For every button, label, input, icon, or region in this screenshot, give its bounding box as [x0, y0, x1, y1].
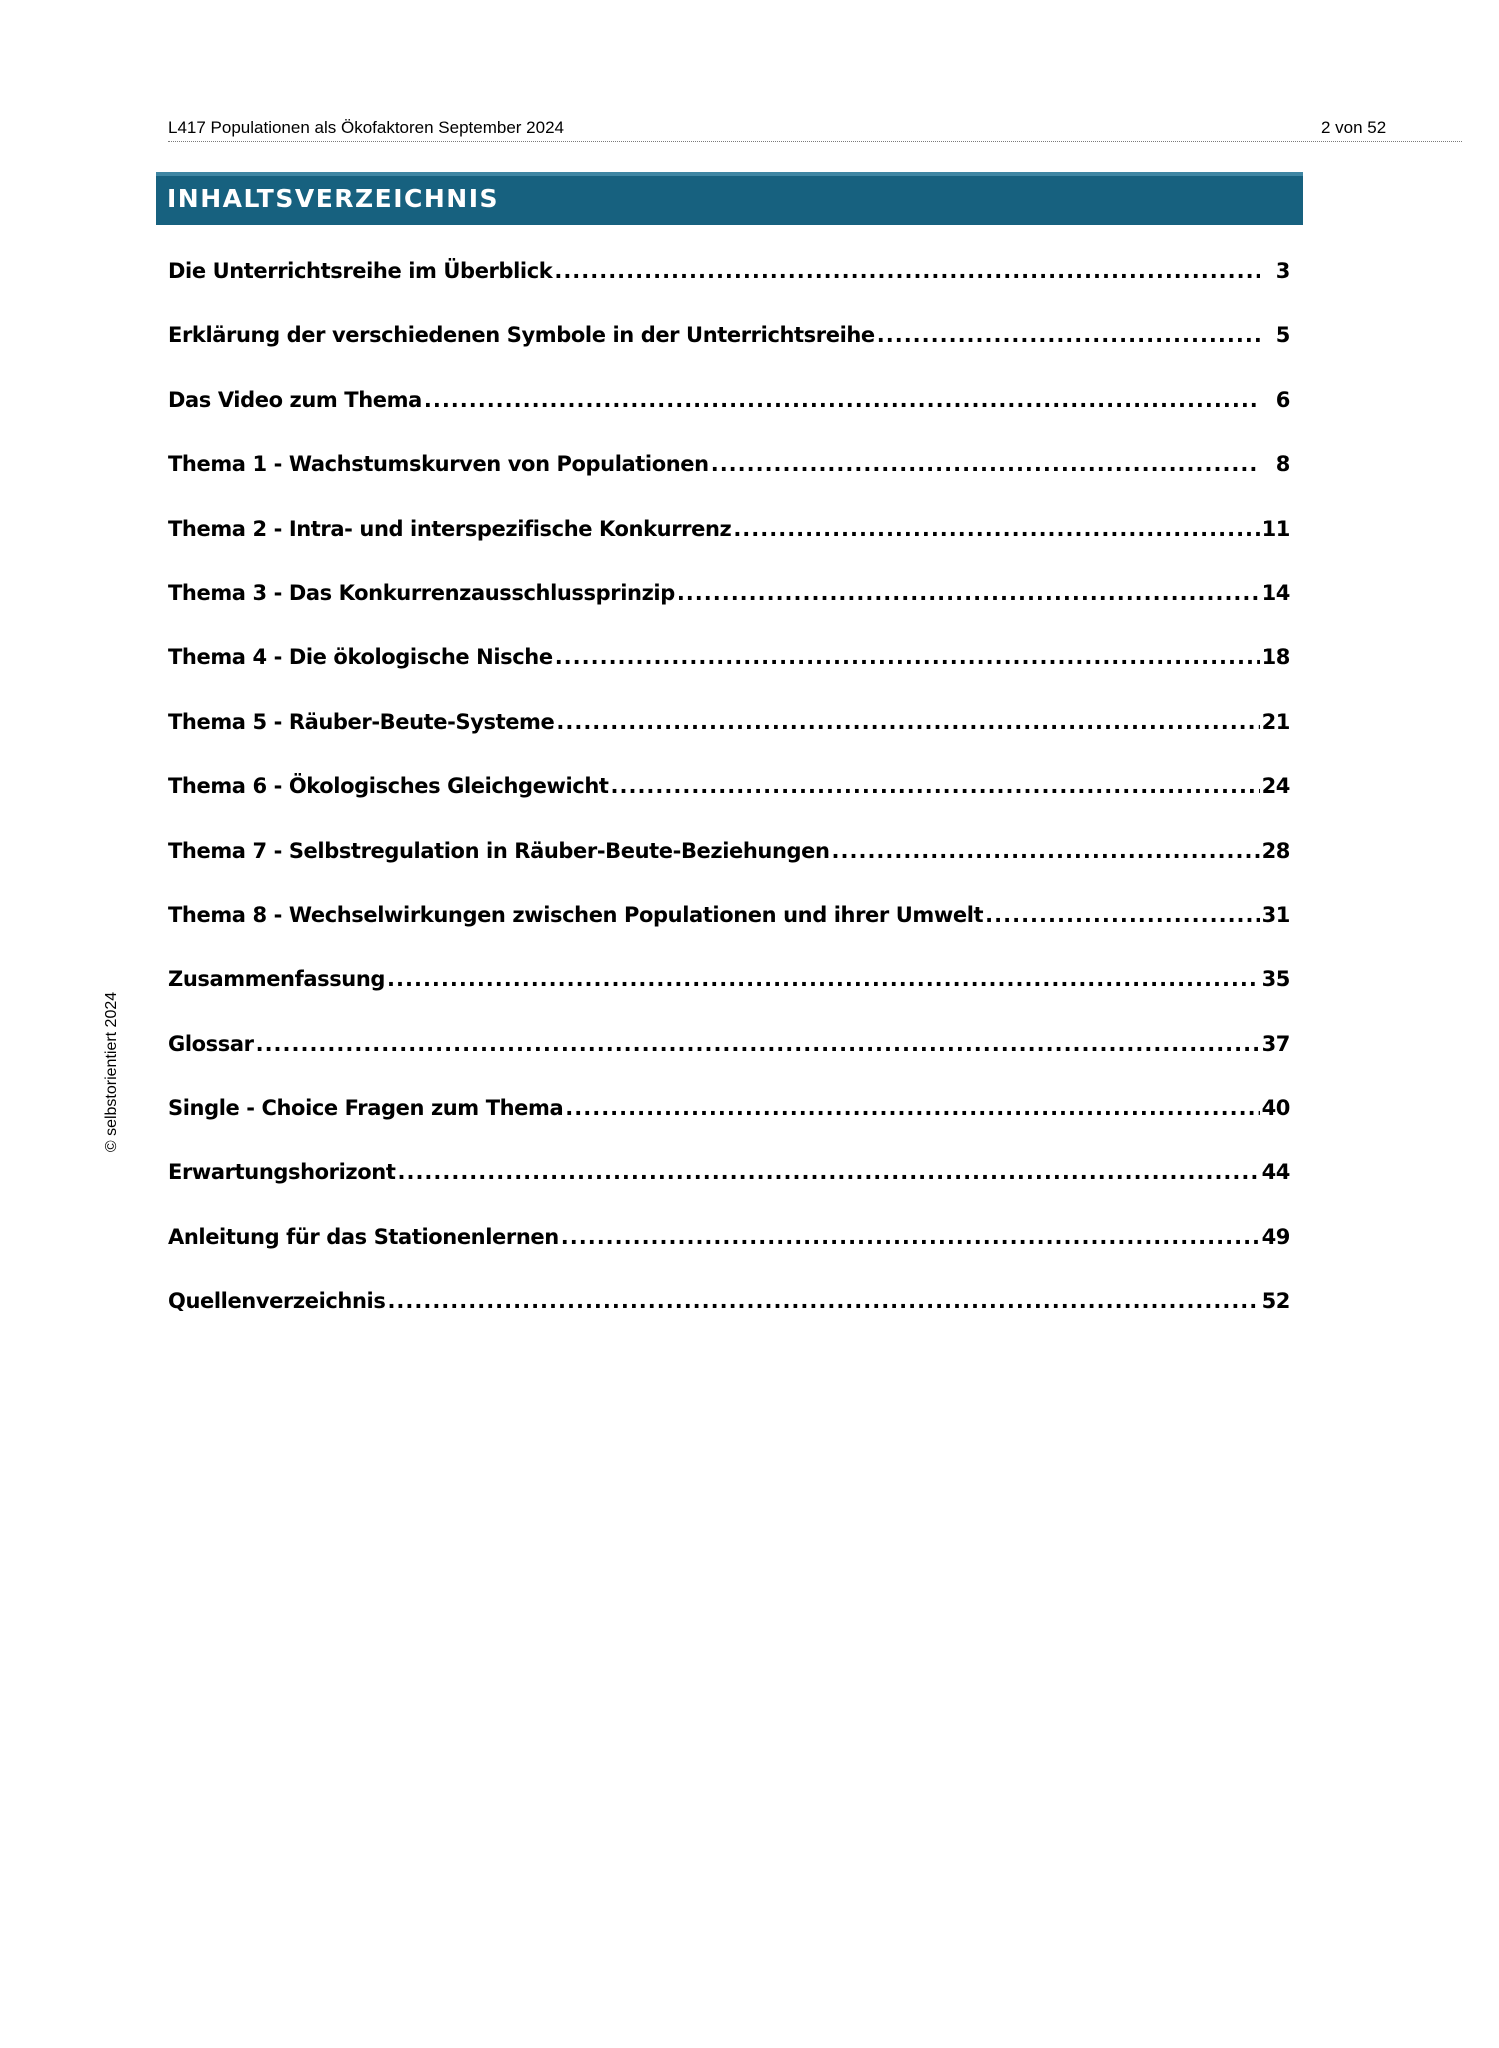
- toc-entry[interactable]: [168, 706, 1290, 770]
- toc-entry-page: 8: [1275, 452, 1290, 477]
- toc-entry-page: 11: [1261, 516, 1290, 541]
- toc-dot-leader: [611, 770, 1260, 802]
- toc-entry[interactable]: [168, 1221, 1290, 1285]
- toc-dot-leader: [677, 577, 1260, 609]
- toc-entry-page: 49: [1261, 1224, 1290, 1249]
- toc-entry-page: 6: [1275, 387, 1290, 412]
- toc-entry[interactable]: [168, 770, 1290, 834]
- toc-dot-leader: [711, 448, 1260, 480]
- toc-entry-title: Thema 3 - Das Konkurrenzausschlussprinzip: [168, 580, 675, 605]
- toc-entry[interactable]: [168, 899, 1290, 963]
- toc-entry-page: 14: [1261, 580, 1290, 605]
- toc-dot-leader: [561, 1221, 1260, 1253]
- toc-dot-leader: [877, 319, 1260, 351]
- toc-entry-title: Erklärung der verschiedenen Symbole in der Unterrichtsreihe: [168, 323, 875, 348]
- toc-dot-leader: [387, 963, 1260, 995]
- toc-heading-bar: [156, 172, 1303, 225]
- header-title: L417 Populationen als Ökofaktoren September 2024: [168, 118, 564, 137]
- copyright-notice: © selbstorientiert 2024: [103, 991, 120, 1153]
- toc-entry-title: Glossar: [168, 1031, 254, 1056]
- toc-entry-title: Anleitung für das Stationenlernen: [168, 1224, 559, 1249]
- toc-entry-title: Thema 1 - Wachstumskurven von Populationen: [168, 452, 709, 477]
- toc-dot-leader: [256, 1028, 1260, 1060]
- toc-entry-title: Quellenverzeichnis: [168, 1289, 386, 1314]
- toc-entry-title: Zusammenfassung: [168, 967, 386, 992]
- toc-entry-page: 44: [1261, 1160, 1290, 1185]
- toc-entry-page: 52: [1261, 1289, 1290, 1314]
- toc-entry-title: Single - Choice Fragen zum Thema: [168, 1096, 564, 1121]
- toc-dot-leader: [424, 384, 1260, 416]
- toc-entry-page: 35: [1261, 967, 1290, 992]
- toc-entry-title: Die Unterrichtsreihe im Überblick: [168, 259, 553, 283]
- toc-entry[interactable]: [168, 255, 1290, 319]
- toc-entry-title: Thema 2 - Intra- und interspezifische Konkurrenz: [168, 516, 732, 541]
- toc-entry-page: 37: [1261, 1031, 1290, 1056]
- toc-entry-page: 5: [1275, 323, 1290, 348]
- toc-entry[interactable]: [168, 835, 1290, 899]
- toc-dot-leader: [565, 1092, 1259, 1124]
- toc-list: [168, 255, 1290, 1350]
- toc-entry-page: 28: [1261, 838, 1290, 863]
- toc-entry[interactable]: [168, 1156, 1290, 1220]
- toc-entry-title: Thema 6 - Ökologisches Gleichgewicht: [168, 774, 609, 799]
- toc-entry[interactable]: [168, 448, 1290, 512]
- toc-dot-leader: [387, 1285, 1259, 1317]
- toc-entry[interactable]: [168, 963, 1290, 1027]
- toc-entry[interactable]: [168, 1028, 1290, 1092]
- toc-entry[interactable]: [168, 577, 1290, 641]
- toc-entry[interactable]: [168, 641, 1290, 705]
- toc-entry[interactable]: [168, 384, 1290, 448]
- toc-dot-leader: [733, 513, 1259, 545]
- toc-entry-page: 18: [1261, 645, 1290, 670]
- toc-entry-title: Thema 4 - Die ökologische Nische: [168, 645, 553, 670]
- toc-entry[interactable]: [168, 513, 1290, 577]
- toc-entry[interactable]: [168, 1285, 1290, 1349]
- toc-dot-leader: [832, 835, 1260, 867]
- toc-heading: INHALTSVERZEICHNIS: [167, 184, 500, 213]
- header-page-number: 2 von 52: [1321, 118, 1387, 137]
- toc-dot-leader: [397, 1156, 1259, 1188]
- toc-entry-title: Thema 8 - Wechselwirkungen zwischen Populationen und ihrer Umwelt: [168, 902, 984, 927]
- toc-entry-page: 3: [1275, 259, 1290, 283]
- toc-entry-page: 31: [1261, 902, 1290, 927]
- toc-entry[interactable]: [168, 1092, 1290, 1156]
- toc-entry-title: Erwartungshorizont: [168, 1160, 396, 1185]
- toc-entry[interactable]: [168, 319, 1290, 383]
- toc-entry-title: Thema 7 - Selbstregulation in Räuber-Beute-Beziehungen: [168, 838, 830, 863]
- toc-entry-title: Thema 5 - Räuber-Beute-Systeme: [168, 709, 555, 734]
- toc-entry-page: 21: [1261, 709, 1290, 734]
- toc-entry-page: 24: [1261, 774, 1290, 799]
- toc-dot-leader: [554, 255, 1260, 287]
- toc-entry-title: Das Video zum Thema: [168, 387, 422, 412]
- toc-dot-leader: [556, 706, 1259, 738]
- toc-dot-leader: [555, 641, 1260, 673]
- toc-entry-page: 40: [1261, 1096, 1290, 1121]
- page-header: [168, 114, 1462, 142]
- toc-dot-leader: [985, 899, 1259, 931]
